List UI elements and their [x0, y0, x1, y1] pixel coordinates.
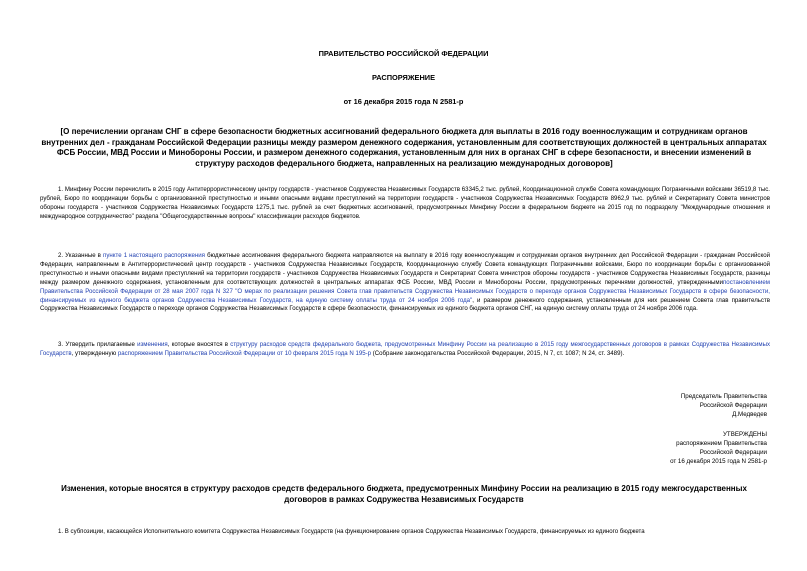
- approval-stamp: УТВЕРЖДЕНЫ: [723, 431, 767, 438]
- doc-date-heading: от 16 декабря 2015 года N 2581-р: [343, 97, 464, 106]
- link-expenditure-structure[interactable]: структуру расходов средств федерального бюджета, предусмотренных Минфину России на реализацию в 2015 году межгосударственных договоров в рамках Содружества Независимых Государств: [40, 341, 771, 357]
- document-title: [О перечислении органам СНГ в сфере безопасности бюджетных ассигнований федерального бюджета для выплаты в 2016 году военнослужащим и сотрудникам органов внутренних дел - гражданам Российской Федерации разницы между размером денежного содержания, установленным для соответствующих должностей в центральных аппаратах ФСБ России, МВД России и Минобороны России, и размером денежного содержания, установленным для них в органах СНГ в сфере безопасности, и внесении изменений в структуру расходов федерального бюджета, направленных на реализацию международных договоров]: [41, 127, 767, 168]
- doc-type-heading: РАСПОРЯЖЕНИЕ: [371, 73, 436, 82]
- approval-block: [670, 431, 767, 467]
- paragraph-1-text: 1. Минфину России перечислить в 2015 году Антитеррористическому центру государств - участников Содружества Независимых Государств 63345,2 тыс. рублей, Координационной службе Совета командующих Пограничными войсками 36519,8 тыс. рублей, Бюро по координации борьбы с организованной преступностью и иными опасными видами преступлений на территории государств - участников Содружества Независимых Государств 8962,9 тыс. рублей и Секретариату Совета министров обороны государств - участников Содружества Независимых Государств 1275,1 тыс. рублей за счет бюджетных ассигнований, предусмотренных Минфину России в федеральном бюджете на 2015 год по подразделу "Международные отношения и международное сотрудничество" раздела "Общегосударственные вопросы" классификации расходов бюджетов.: [40, 186, 770, 220]
- paragraph-2: 2. Указанные в пункте 1 настоящего распоряжения бюджетные ассигнования федерального бюджета направляются на выплату в 2016 году военнослужащим и сотрудникам органов внутренних дел Российской Федерации - гражданам Российской Федерации, направленным в Антитеррористический центр государств - участников Содружества Независимых Государств, Координационную службу Совета командующих Пограничными войсками, Бюро по координации борьбы с организованной преступностью и иными опасными видами преступлений на территории государств - участников Содружества Независимых Государств и Секретариат Совета министров обороны государств - участников Содружества Независимых Государств, разницы между размером денежного содержания, установленным для соответствующих должностей в центральных аппаратах ФСБ России, МВД России и Минобороны России, предусмотренных перечнями должностей, утвержденнымипостановлением Правительства Российской Федерации от 28 мая 2007 года N 327 "О мерах по реализации решения Совета глав правительств Содружества Независимых Государств о переходе органов Содружества Независимых Государств в сфере безопасности, финансируемых из единого бюджета органов Содружества Независимых Государств, на единую систему оплаты труда от 24 ноября 2006 года", и размером денежного содержания, установленным для них решением Совета глав правительств Содружества Независимых Государств о переходе органов Содружества Независимых Государств в сфере безопасности, финансируемых из единого бюджета органов СНГ, на единую систему оплаты труда от 24 ноября 2006 года.: [40, 252, 770, 313]
- signature-name: Д.Медведев: [732, 410, 767, 418]
- link-resolution-327[interactable]: постановлением Правительства Российской Федерации от 28 мая 2007 года N 327 "О мерах по реализации решения Совета глав правительств Содружества Независимых Государств о переходе органов Содружества Независимых Государств в сфере безопасности, финансируемых из единого бюджета органов Содружества Независимых Государств, на единую систему оплаты труда от 24 ноября 2006 года": [40, 278, 770, 304]
- link-order-195[interactable]: распоряжением Правительства Российской Федерации от 10 февраля 2015 года N 195-р: [117, 349, 372, 357]
- paragraph-4-text: 1. В субпозиции, касающейся Исполнительного комитета Содружества Независимых Государств (на функционирование органов Содружества Независимых Государств, финансируемых из единого бюджета: [58, 528, 645, 535]
- link-point-1[interactable]: пункте 1 настоящего распоряжения: [103, 252, 205, 259]
- paragraph-3: 3. Утвердить прилагаемые изменения, которые вносятся в структуру расходов средств федерального бюджета, предусмотренных Минфину России на реализацию в 2015 году межгосударственных договоров в рамках Содружества Независимых Государств, утвержденную распоряжением Правительства Российской Федерации от 10 февраля 2015 года N 195-р (Собрание законодательства Российской Федерации, 2015, N 7, ст. 1087; N 24, ст. 3489).: [40, 341, 771, 357]
- approval-date: от 16 декабря 2015 года N 2581-р: [670, 457, 767, 465]
- paragraph-1: [40, 186, 770, 222]
- approval-org: Российской Федерации: [699, 448, 767, 456]
- changes-title: Изменения, которые вносятся в структуру расходов средств федерального бюджета, предусмотренных Минфину России на реализацию в 2015 году межгосударственных договоров в рамках Содружества Независимых Государств: [61, 484, 747, 504]
- link-changes[interactable]: изменения: [137, 341, 168, 348]
- signature-block: [681, 393, 767, 420]
- issuer-heading: ПРАВИТЕЛЬСТВО РОССИЙСКОЙ ФЕДЕРАЦИИ: [318, 49, 489, 58]
- signature-org: Российской Федерации: [699, 401, 767, 409]
- approval-by: распоряжением Правительства: [676, 439, 767, 447]
- signature-position: Председатель Правительства: [680, 393, 767, 400]
- paragraph-4: [40, 528, 770, 537]
